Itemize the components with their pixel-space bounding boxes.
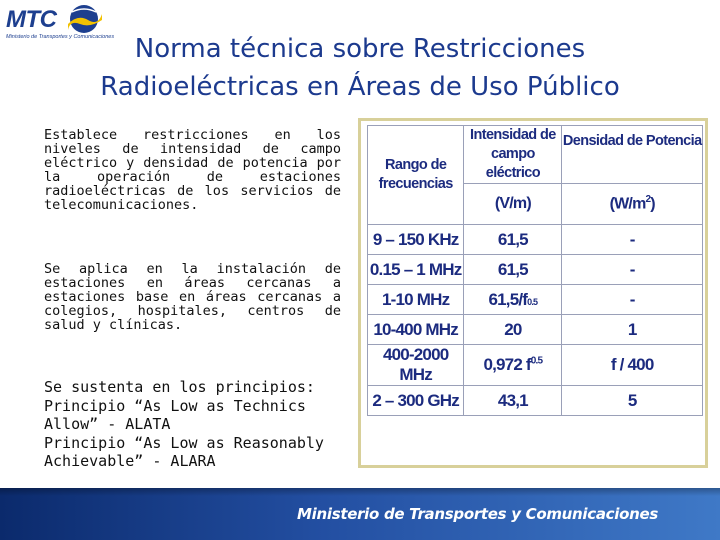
header-intensidad-line2: campo eléctrico <box>485 146 540 181</box>
cell-intensidad-value: 43,1 <box>497 390 528 410</box>
cell-intensidad-value: 20 <box>504 319 522 339</box>
cell-intensidad-value: 0,972 f <box>483 355 531 374</box>
cell-densidad: - <box>562 225 703 255</box>
header-densidad-label: Densidad de Potencia <box>562 133 702 149</box>
table-row <box>368 315 703 345</box>
cell-rango: 2 – 300 GHz <box>368 386 464 416</box>
cell-densidad: f / 400 <box>562 345 703 386</box>
cell-densidad: - <box>562 255 703 285</box>
principios-line: Achievable” - ALARA <box>44 452 216 470</box>
cell-intensidad-exp: 0.5 <box>530 355 543 367</box>
cell-intensidad <box>464 315 562 345</box>
paragraph-aplica: Se aplica en la instalación de estaciones en áreas cercanas a estaciones base en áreas cercanas a colegios, hospitales, centros de salud y clínicas. <box>44 261 341 333</box>
footer-ministry-text: Ministerio de Transportes y Comunicaciones <box>297 505 658 523</box>
logo-wordmark: MTC <box>6 6 57 33</box>
cell-intensidad-value: 61,5/f <box>488 289 528 309</box>
unit-densidad-close: ) <box>650 195 655 213</box>
cell-intensidad <box>464 225 562 255</box>
table-row <box>368 225 703 255</box>
header-densidad <box>562 126 703 184</box>
principios-line: Principio “As Low as Reasonably <box>44 433 324 452</box>
principios-line: Allow” - ALATA <box>44 415 171 433</box>
header-rango-line1: Rango de <box>385 157 447 173</box>
header-rango-line2: frecuencias <box>378 176 453 192</box>
principios-line: Se sustenta en los principios: <box>44 378 315 396</box>
limits-table <box>367 125 703 416</box>
cell-rango: 0.15 – 1 MHz <box>368 255 464 285</box>
slide-title <box>0 30 720 106</box>
footer-shade <box>0 488 720 496</box>
principios-line: Principio “As Low as Technics <box>44 396 306 415</box>
cell-rango: 9 – 150 KHz <box>368 225 464 255</box>
unit-densidad-exp: 2 <box>645 194 651 206</box>
cell-intensidad-value: 61,5 <box>497 259 528 279</box>
slide-title-line2: Radioeléctricas en Áreas de Uso Público <box>100 72 620 102</box>
unit-intensidad <box>464 184 562 225</box>
header-intensidad-line1: Intensidad de <box>470 127 556 143</box>
cell-intensidad <box>464 285 562 315</box>
limits-table-panel <box>358 118 708 468</box>
cell-rango: 400-2000 MHz <box>368 345 464 386</box>
cell-intensidad-sub: 0.5 <box>527 296 538 307</box>
table-row <box>368 345 703 386</box>
header-rango <box>368 126 464 225</box>
cell-rango: 10-400 MHz <box>368 315 464 345</box>
paragraph-establece: Establece restricciones en los niveles de intensidad de campo eléctrico y densidad de potencia por la operación de estaciones radioeléctricas de los servicios de telecomunicaciones. <box>44 127 341 213</box>
unit-intensidad-label: (V/m) <box>494 195 531 212</box>
slide-title-line1: Norma técnica sobre Restricciones <box>134 34 586 64</box>
logo-subtitle: Ministerio de Transportes y Comunicaciones <box>6 34 115 40</box>
table-header-row <box>368 126 703 184</box>
cell-intensidad <box>464 255 562 285</box>
paragraph-principios <box>44 378 344 471</box>
cell-rango: 1-10 MHz <box>368 285 464 315</box>
header-intensidad <box>464 126 562 184</box>
cell-densidad: - <box>562 285 703 315</box>
footer-bar <box>0 488 720 540</box>
table-row <box>368 386 703 416</box>
cell-densidad: 1 <box>562 315 703 345</box>
unit-densidad-base: (W/m <box>609 195 646 213</box>
table-row <box>368 285 703 315</box>
unit-densidad <box>562 184 703 225</box>
cell-intensidad <box>464 386 562 416</box>
table-row <box>368 255 703 285</box>
cell-densidad: 5 <box>562 386 703 416</box>
cell-intensidad-value: 61,5 <box>497 229 528 249</box>
cell-intensidad <box>464 345 562 386</box>
